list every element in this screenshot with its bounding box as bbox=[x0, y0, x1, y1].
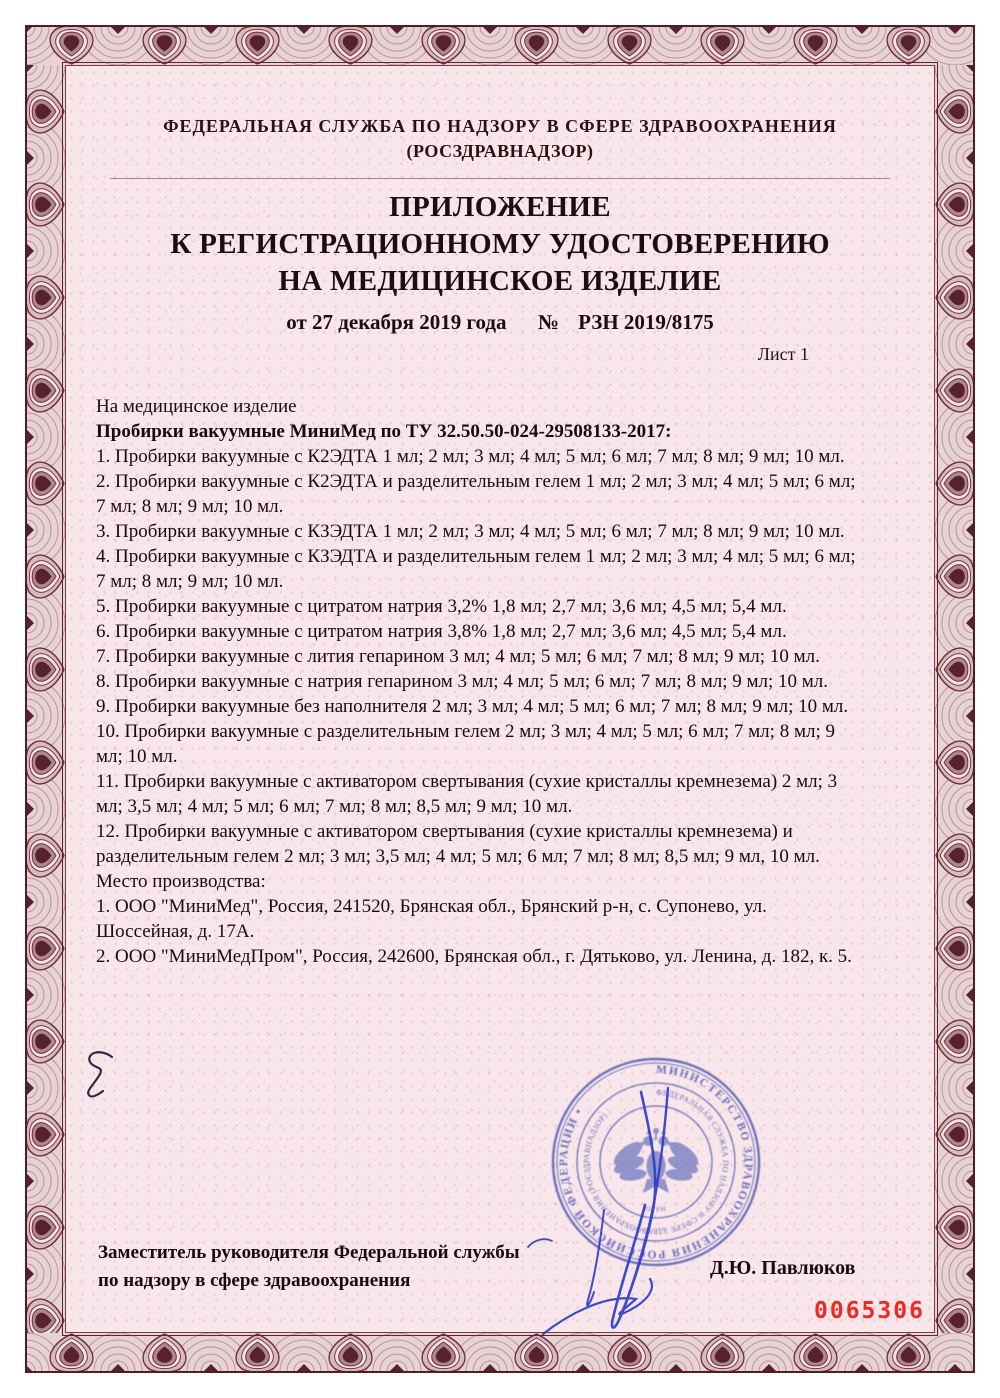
list-item: 2. Пробирки вакуумные с К2ЭДТА и разделительным гелем 1 мл; 2 мл; 3 мл; 4 мл; 5 мл; 6 мл; 7 мл; 8 мл; 9 мл; 10 мл. bbox=[96, 471, 856, 517]
stamp-inner-text: ФЕДЕРАЛЬНАЯ СЛУЖБА ПО НАДЗОРУ В СФЕРЕ ЗДРАВООХРАНЕНИЯ (РОСЗДРАВНАДЗОР) bbox=[581, 1087, 731, 1237]
list-item: 7. Пробирки вакуумные с лития гепарином 3 мл; 4 мл; 5 мл; 6 мл; 7 мл; 8 мл; 9 мл; 10 мл. bbox=[96, 646, 820, 667]
number-sign: № bbox=[537, 310, 559, 334]
list-item: 12. Пробирки вакуумные с активатором свертывания (сухие кристаллы кремнезема) и разделительным гелем 2 мл; 3 мл; 3,5 мл; 4 мл; 5 мл; 6 мл; 7 мл; 8 мл; 8,5 мл; 9 мл, 10 мл. bbox=[96, 821, 820, 867]
list-item: 10. Пробирки вакуумные с разделительным гелем 2 мл; 3 мл; 4 мл; 5 мл; 6 мл; 7 мл; 8 мл; 9 мл; 10 мл. bbox=[96, 721, 835, 767]
certificate-field bbox=[65, 65, 935, 1333]
production-section bbox=[96, 869, 862, 969]
stamp-outer-text: МИНИСТЕРСТВО ЗДРАВООХРАНЕНИЯ РОССИЙСКОЙ ФЕДЕРАЦИИ • bbox=[557, 1063, 755, 1261]
sheet-label: Лист 1 bbox=[757, 344, 809, 364]
list-item: 6. Пробирки вакуумные с цитратом натрия 3,8% 1,8 мл; 2,7 мл; 3,6 мл; 4,5 мл; 5,4 мл. bbox=[96, 621, 787, 642]
document-body bbox=[96, 394, 862, 969]
product-title: Пробирки вакуумные МиниМед по ТУ 32.50.50-024-29508133-2017: bbox=[96, 421, 672, 442]
border-ornament-right bbox=[935, 65, 975, 1333]
intro-line: На медицинское изделие bbox=[96, 396, 297, 417]
signatory-title bbox=[98, 1239, 520, 1295]
agency-name: ФЕДЕРАЛЬНАЯ СЛУЖБА ПО НАДЗОРУ В СФЕРЕ ЗДРАВООХРАНЕНИЯ bbox=[163, 116, 837, 136]
border-ornament-left bbox=[25, 65, 65, 1333]
list-item: 5. Пробирки вакуумные с цитратом натрия 3,2% 1,8 мл; 2,7 мл; 3,6 мл; 4,5 мл; 5,4 мл. bbox=[96, 596, 787, 617]
signatory-title-line-2: по надзору в сфере здравоохранения bbox=[98, 1270, 411, 1291]
header-divider bbox=[110, 178, 890, 179]
production-heading: Место производства: bbox=[96, 871, 266, 892]
agency-header bbox=[96, 114, 904, 164]
list-item: 8. Пробирки вакуумные с натрия гепарином 3 мл; 4 мл; 5 мл; 6 мл; 7 мл; 8 мл; 9 мл; 10 мл. bbox=[96, 671, 829, 692]
title-line-3: НА МЕДИЦИНСКОЕ ИЗДЕЛИЕ bbox=[278, 265, 722, 297]
list-item: 3. Пробирки вакуумные с КЗЭДТА 1 мл; 2 мл; 3 мл; 4 мл; 5 мл; 6 мл; 7 мл; 8 мл; 9 мл; 10 мл. bbox=[96, 521, 845, 542]
title-line-2: К РЕГИСТРАЦИОННОМУ УДОСТОВЕРЕНИЮ bbox=[170, 228, 830, 260]
date-number-line bbox=[96, 310, 904, 335]
list-item: 1. Пробирки вакуумные с К2ЭДТА 1 мл; 2 мл; 3 мл; 4 мл; 5 мл; 6 мл; 7 мл; 8 мл; 9 мл; 10 мл. bbox=[96, 446, 845, 467]
agency-short-name: (РОСЗДРАВНАДЗОР) bbox=[406, 141, 594, 161]
signatory-name: Д.Ю. Павлюков bbox=[710, 1257, 856, 1279]
title-line-1: ПРИЛОЖЕНИЕ bbox=[389, 191, 611, 223]
list-item: 11. Пробирки вакуумные с активатором свертывания (сухие кристаллы кремнезема) 2 мл; 3 мл; 3,5 мл; 4 мл; 5 мл; 6 мл; 7 мл; 8 мл; 8,5 мл; 9 мл; 10 мл. bbox=[96, 771, 838, 817]
document-title bbox=[96, 189, 904, 300]
production-site: 2. ООО "МиниМедПром", Россия, 242600, Брянская обл., г. Дятьково, ул. Ленина, д. 182, к. 5. bbox=[96, 946, 852, 967]
serial-number: 0065306 bbox=[814, 1298, 925, 1324]
production-site: 1. ООО "МиниМед", Россия, 241520, Брянская обл., Брянский р-н, с. Супонево, ул. Шоссейная, д. 17А. bbox=[96, 896, 767, 942]
stamp-ogrn-text: ОГРН bbox=[644, 1204, 668, 1214]
border-ornament-top bbox=[25, 25, 975, 65]
signatory-title-line-1: Заместитель руководителя Федеральной службы bbox=[98, 1242, 520, 1263]
list-item: 9. Пробирки вакуумные без наполнителя 2 мл; 3 мл; 4 мл; 5 мл; 6 мл; 7 мл; 8 мл; 9 мл; 10 мл. bbox=[96, 696, 849, 717]
border-ornament-bottom bbox=[25, 1333, 975, 1373]
list-item: 4. Пробирки вакуумные с КЗЭДТА и разделительным гелем 1 мл; 2 мл; 3 мл; 4 мл; 5 мл; 6 мл; 7 мл; 8 мл; 9 мл; 10 мл. bbox=[96, 546, 856, 592]
registration-number: РЗН 2019/8175 bbox=[578, 310, 714, 334]
issue-date: от 27 декабря 2019 года bbox=[286, 310, 507, 334]
